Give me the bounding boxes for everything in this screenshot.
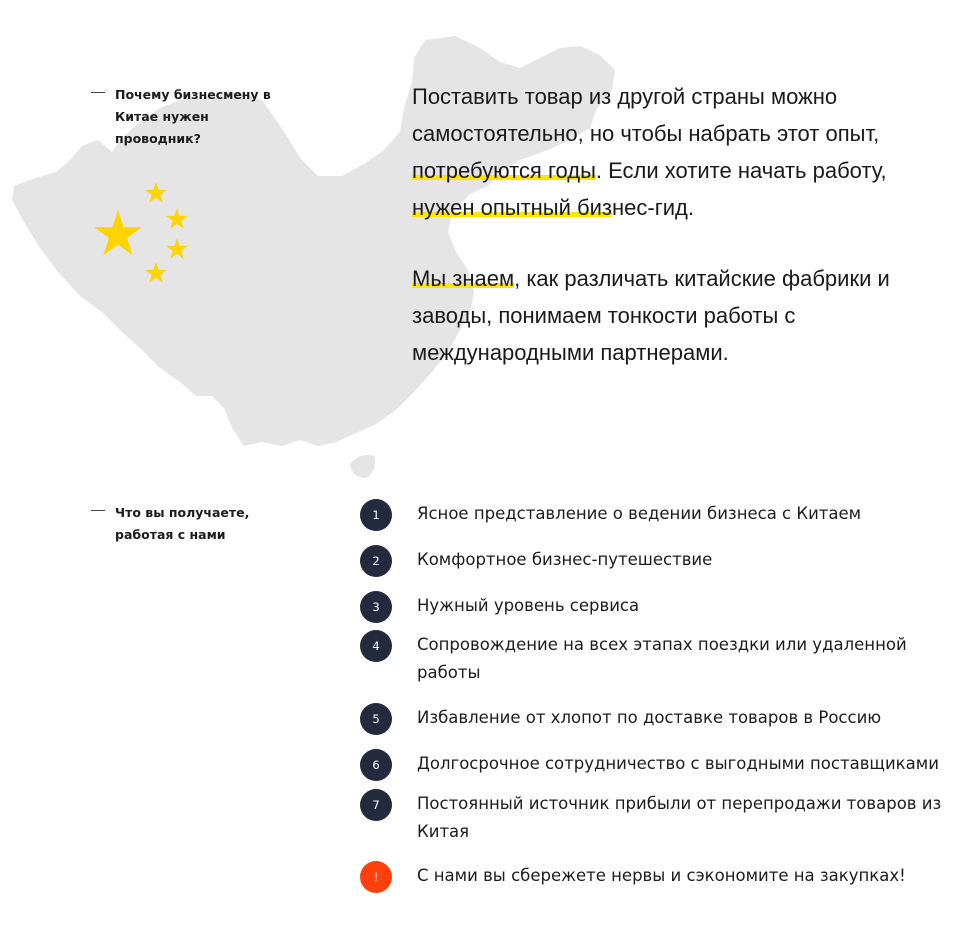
number-badge: 6	[360, 749, 392, 781]
benefit-item	[360, 788, 959, 846]
text-fragment: . Если хотите начать работу,	[595, 158, 887, 183]
label-dash	[91, 510, 105, 511]
text-fragment: Поставить товар из другой страны можно самостоятельно, но чтобы набрать этот опыт,	[412, 84, 880, 146]
section-label-benefits	[91, 502, 275, 546]
intro-paragraph-1	[412, 78, 952, 226]
label-dash	[91, 92, 105, 93]
exclamation-badge: !	[360, 861, 392, 893]
number-badge: 2	[360, 545, 392, 577]
section-label-text: Почему бизнесмену в Китае нужен проводник?	[115, 87, 271, 146]
section-label-text: Что вы получаете, работая с нами	[115, 505, 250, 542]
benefit-text: С нами вы сбережете нервы и сэкономите на закупках!	[417, 866, 906, 885]
highlighted-text: нужен опытный биз	[412, 195, 612, 220]
benefit-item	[360, 544, 959, 574]
benefit-text: Нужный уровень сервиса	[417, 596, 640, 615]
text-fragment: , как различать китайские фабрики и заводы, понимаем тонкости работы с международными партнерами.	[412, 266, 890, 365]
benefits-list	[360, 498, 959, 890]
number-badge: 3	[360, 591, 392, 623]
number-badge: 1	[360, 499, 392, 531]
highlighted-text: потребуются годы	[412, 158, 596, 183]
benefit-item	[360, 748, 959, 778]
number-badge: 4	[360, 630, 392, 662]
benefit-text: Ясное представление о ведении бизнеса с Китаем	[417, 504, 862, 523]
benefit-item-highlight	[360, 860, 959, 890]
number-badge: 7	[360, 789, 392, 821]
highlighted-text: Мы знаем	[412, 266, 515, 291]
benefit-text: Комфортное бизнес-путешествие	[417, 550, 713, 569]
benefit-item	[360, 590, 959, 620]
number-badge: 5	[360, 703, 392, 735]
benefit-text: Постоянный источник прибыли от перепродажи товаров из Китая	[417, 794, 942, 841]
benefit-text: Избавление от хлопот по доставке товаров в Россию	[417, 708, 882, 727]
benefit-text: Долгосрочное сотрудничество с выгодными поставщиками	[417, 754, 939, 773]
section-label-why-guide	[91, 84, 275, 150]
benefit-text: Сопровождение на всех этапах поездки или удаленной работы	[417, 635, 907, 682]
text-fragment: нес-гид.	[612, 195, 694, 220]
intro-text	[412, 78, 952, 405]
hainan-island	[350, 455, 375, 478]
benefit-item	[360, 629, 959, 687]
benefit-item	[360, 498, 959, 528]
intro-paragraph-2	[412, 260, 952, 371]
benefit-item	[360, 702, 959, 732]
